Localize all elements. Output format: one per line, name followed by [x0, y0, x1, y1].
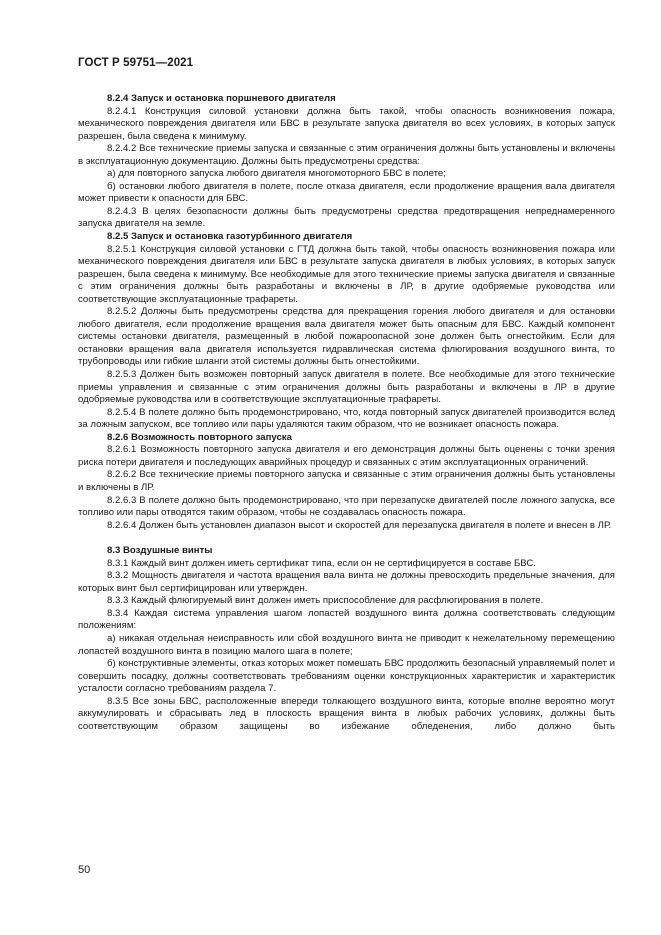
paragraph: а) для повторного запуска любого двигателя многомоторного БВС в полете; — [107, 168, 446, 180]
section-heading: 8.2.5 Запуск и остановка газотурбинного двигателя — [107, 231, 353, 243]
paragraph: 8.2.5.2 Должны быть предусмотрены средства для прекращения горения любого двигателя и для остановки любого двигателя, если продолжение вращения вала двигателя может быть опасным для БВС. Каждый компонент системы остановки двигателя, размещенный в любой пожароопасной зоне должен быть огнестойким. Если для остановки вращения вала двигателя используется гидравлическая система флюгирования воздушного винта, то трубопроводы или гибкие шланги этой системы должны быть огнестойкими. — [78, 306, 615, 368]
paragraph: 8.2.6.2 Все технические приемы повторного запуска и связанные с этим ограничения должны быть установлены и включены в ЛР. — [78, 469, 615, 493]
paragraph: 8.2.4.3 В целях безопасности должны быть предусмотрены средства предотвращения непреднамеренного запуска двигателя на земле. — [78, 205, 615, 230]
paragraph: 8.3.1 Каждый винт должен иметь сертификат типа, если он не сертифицируется в составе БВС. — [107, 557, 536, 569]
paragraph: а) никакая отдельная неисправность или сбой воздушного винта не приводит к нежелательному перемещению лопастей воздушного винта в позицию малого шага в полете; — [78, 632, 615, 657]
paragraph: 8.2.5.3 Должен быть возможен повторный запуск двигателя в полете. Все необходимые для этого технические приемы управления и связанные с этим ограничения должны быть разработаны и включены в ЛР в другие одобряемые руководства или в соответствующие эксплуатационные трафареты. — [78, 369, 615, 406]
section-heading: 8.2.4 Запуск и остановка поршневого двигателя — [107, 93, 336, 104]
paragraph: 8.2.6.3 В полете должно быть продемонстрировано, что при перезапуске двигателей после ложного запуска, все топливо или пары отводятся таким образом, чтобы не создавалась опасность пожара. — [78, 494, 615, 519]
paragraph: 8.3.4 Каждая система управления шагом лопастей воздушного винта должна соответствовать следующим положениям: — [78, 607, 615, 632]
section-heading: 8.2.6 Возможность повторного запуска — [107, 431, 292, 443]
document-header: ГОСТ Р 59751—2021 — [78, 57, 194, 69]
paragraph: 8.2.4.1 Конструкция силовой установки должна быть такой, чтобы опасность возникновения пожара, механического повреждения двигателя или БВС в результате запуска двигателя во всех условиях, в которых запуск разрешен, была сведена к минимуму. — [78, 105, 615, 142]
document-body — [78, 93, 615, 733]
page-number: 50 — [78, 864, 91, 876]
paragraph: 8.3.2 Мощность двигателя и частота вращения вала винта не должны превосходить предельные значения, для которых винт был сертифицирован или утвержден. — [78, 570, 615, 594]
paragraph: 8.2.6.4 Должен быть установлен диапазон высот и скоростей для перезапуска двигателя в полете и внесен в ЛР. — [107, 519, 612, 531]
paragraph: б) остановки любого двигателя в полете, после отказа двигателя, если продолжение вращения вала двигателя может привести к опасности для БВС. — [78, 180, 615, 205]
paragraph: 8.2.4.2 Все технические приемы запуска и связанные с этим ограничения должны быть установлены и включены в эксплуатационную документацию. Должны быть предусмотрены средства: — [78, 143, 615, 167]
paragraph: 8.3.5 Все зоны БВС, расположенные впереди толкающего воздушного винта, которые вполне вероятно могут аккумулировать и сбрасывать лед в плоскость вращения винта в любых рабочих условиях, должны быть соответствующим образом защищены во избежание обледенения, либо должно быть — [78, 695, 615, 732]
paragraph: 8.2.5.4 В полете должно быть продемонстрировано, что, когда повторный запуск двигателей производится вслед за ложным запуском, все топливо или пары удаляются таким образом, что не возникает опасность пожара. — [78, 406, 615, 431]
paragraph: 8.3.3 Каждый флюгируемый винт должен иметь приспособление для расфлюгирования в полете. — [107, 595, 544, 607]
paragraph: 8.2.5.1 Конструкция силовой установки с ГТД должна быть такой, чтобы опасность возникновения пожара или механического повреждения двигателя или БВС в результате запуска двигателя в любых условиях, в которых запуск разрешен, была сведена к минимуму. Все необходимые для этого технические приемы запуска двигателя и связанные с этим ограничения должны быть разработаны и включены в ЛР, в другие одобряемые руководства или соответствующие эксплуатационные трафареты. — [78, 243, 615, 305]
paragraph: б) конструктивные элементы, отказ которых может помешать БВС продолжить безопасный управляемый полет и совершить посадку, должны соответствовать требованиям оценки конструкционных характеристик и характеристик усталости согласно требованиям раздела 7. — [78, 658, 615, 695]
paragraph: 8.2.6.1 Возможность повторного запуска двигателя и его демонстрация должны быть оценены с точки зрения риска потери двигателя и последующих аварийных процедур и связанных с этим эксплуатационных ограничений. — [78, 444, 615, 468]
section-heading: 8.3 Воздушные винты — [107, 545, 213, 557]
